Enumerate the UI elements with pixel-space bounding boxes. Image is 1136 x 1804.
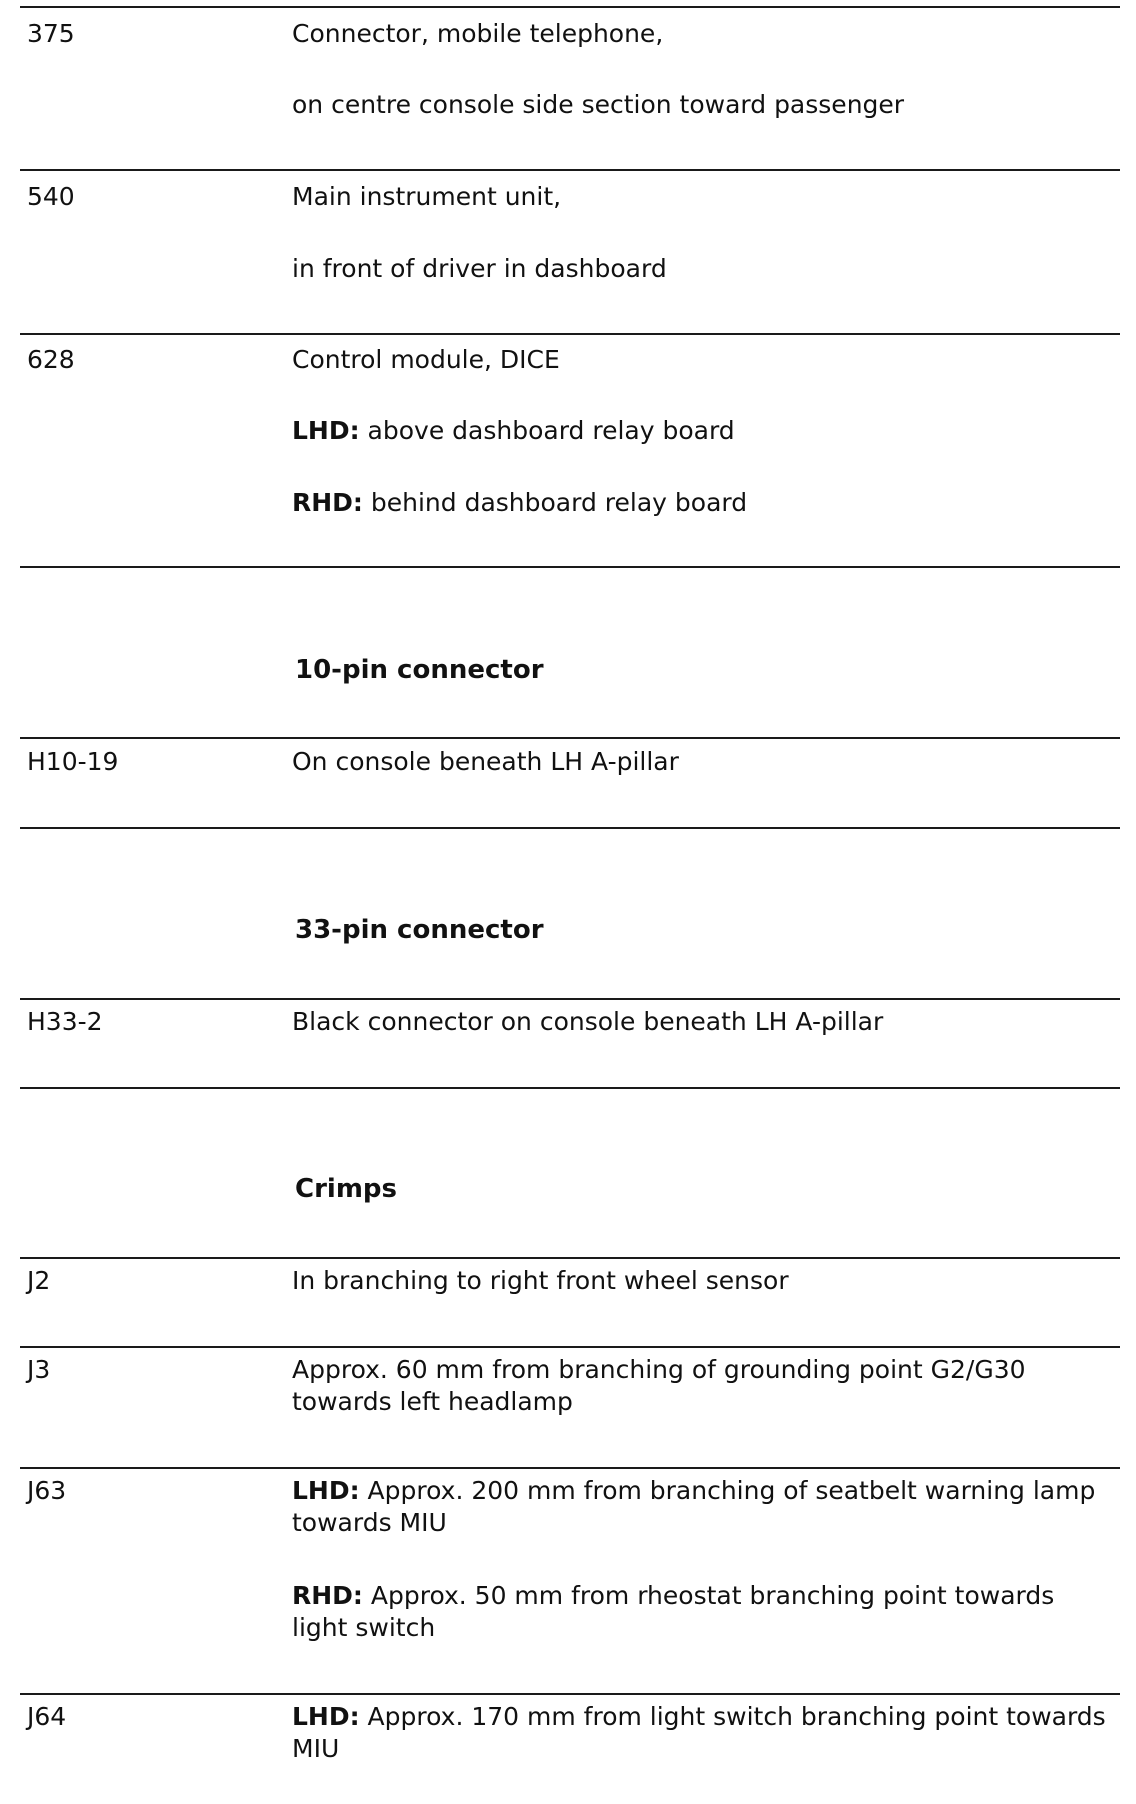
drive-label: RHD: [292, 1581, 363, 1610]
drive-label: LHD: [292, 1702, 360, 1731]
section-heading: 10-pin connector [295, 655, 544, 685]
row-description [292, 1580, 1112, 1644]
row-description: Approx. 60 mm from branching of grounding point G2/G30 towards left headlamp [292, 1355, 1026, 1416]
row-code: H10-19 [27, 747, 119, 776]
table-rule [20, 737, 1120, 739]
row-description-text: Approx. 50 mm from rheostat branching point towards light switch [292, 1581, 1055, 1642]
row-description [292, 487, 747, 519]
row-description [292, 1701, 1112, 1765]
row-description [292, 1475, 1112, 1539]
row-code: J63 [27, 1476, 67, 1505]
row-description: Main instrument unit, [292, 182, 562, 211]
row-code: 375 [27, 19, 75, 48]
table-rule [20, 566, 1120, 568]
row-code: J3 [27, 1355, 51, 1384]
row-description: Connector, mobile telephone, [292, 19, 664, 48]
section-heading: Crimps [295, 1174, 397, 1204]
row-description-text: behind dashboard relay board [362, 488, 748, 517]
row-description-text: Approx. 170 mm from light switch branching point towards MIU [292, 1702, 1106, 1763]
row-code: J2 [27, 1266, 51, 1295]
table-rule [20, 998, 1120, 1000]
row-code: J64 [27, 1702, 67, 1731]
table-rule [20, 1467, 1120, 1469]
table-rule [20, 169, 1120, 171]
row-description: in front of driver in dashboard [292, 254, 667, 283]
table-rule [20, 333, 1120, 335]
row-code: 628 [27, 345, 75, 374]
drive-label: LHD: [292, 416, 360, 445]
table-rule [20, 827, 1120, 829]
table-rule [20, 6, 1120, 8]
table-rule [20, 1693, 1120, 1695]
drive-label: RHD: [292, 488, 363, 517]
row-description-text: above dashboard relay board [359, 416, 735, 445]
row-code: H33-2 [27, 1007, 103, 1036]
row-description: On console beneath LH A-pillar [292, 747, 679, 776]
table-rule [20, 1346, 1120, 1348]
row-code: 540 [27, 182, 75, 211]
table-rule [20, 1257, 1120, 1259]
section-heading: 33-pin connector [295, 915, 544, 945]
row-description-text: Approx. 200 mm from branching of seatbelt warning lamp towards MIU [292, 1476, 1096, 1537]
row-description: Control module, DICE [292, 345, 560, 374]
row-description: on centre console side section toward passenger [292, 90, 905, 119]
row-description: Black connector on console beneath LH A-pillar [292, 1007, 884, 1036]
row-description [292, 415, 735, 447]
drive-label: LHD: [292, 1476, 360, 1505]
table-rule [20, 1087, 1120, 1089]
row-description: In branching to right front wheel sensor [292, 1266, 789, 1295]
